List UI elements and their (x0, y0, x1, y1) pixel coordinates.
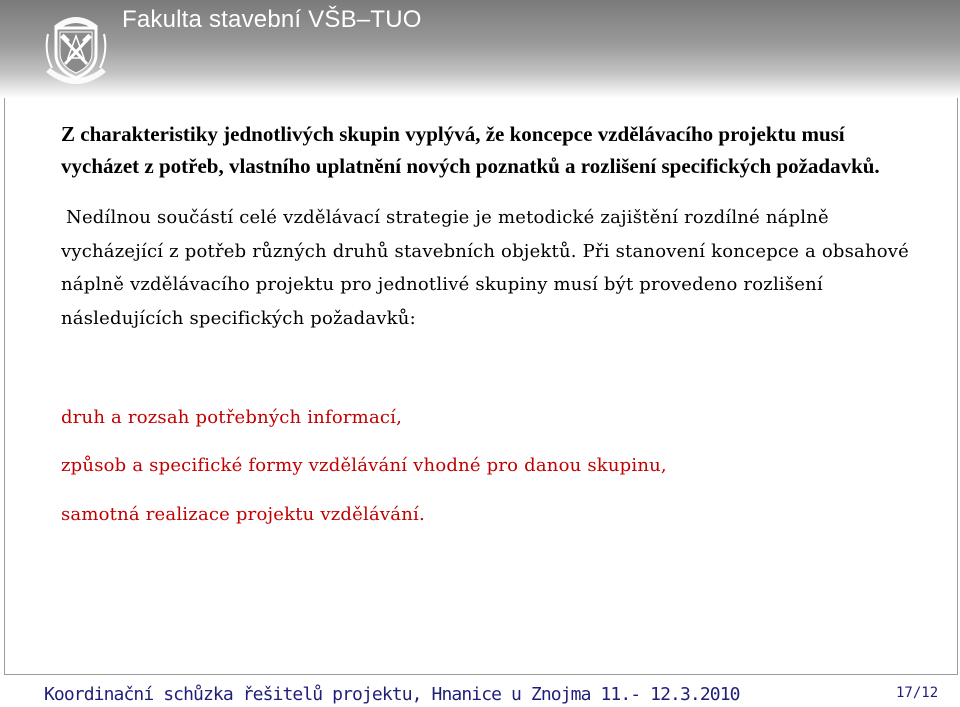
list-item: samotná realizace projektu vzdělávání. (61, 504, 425, 525)
footer-text: Koordinační schůzka řešitelů projektu, Hnanice u Znojma 11.- 12.3.2010 (44, 684, 740, 705)
faculty-emblem-icon (40, 6, 112, 92)
intro-text: Z charakteristiky jednotlivých skupin vyplývá, že koncepce vzdělávacího projektu musí vycházet z potřeb, vlastního uplatnění nových poznatků a rozlišení specifických požadavků. (61, 122, 880, 178)
page-number: 17/12 (896, 685, 939, 701)
body-paragraph (61, 201, 921, 335)
list-item: druh a rozsah potřebných informací, (61, 407, 403, 428)
body-paragraph-text: Nedílnou součástí celé vzdělávací strategie je metodické zajištění rozdílné náplně vycházející z potřeb různých druhů stavebních objektů. Při stanovení koncepce a obsahové náplně vzdělávacího projektu pro jednotlivé skupiny musí být provedeno rozlišení následujících specifických požadavků: (61, 207, 909, 329)
header-title: Fakulta stavební VŠB–TUO (122, 6, 422, 33)
slide-content (61, 118, 921, 525)
slide-header (0, 0, 960, 98)
list-item: způsob a specifické formy vzdělávání vhodné pro danou skupinu, (61, 455, 667, 476)
